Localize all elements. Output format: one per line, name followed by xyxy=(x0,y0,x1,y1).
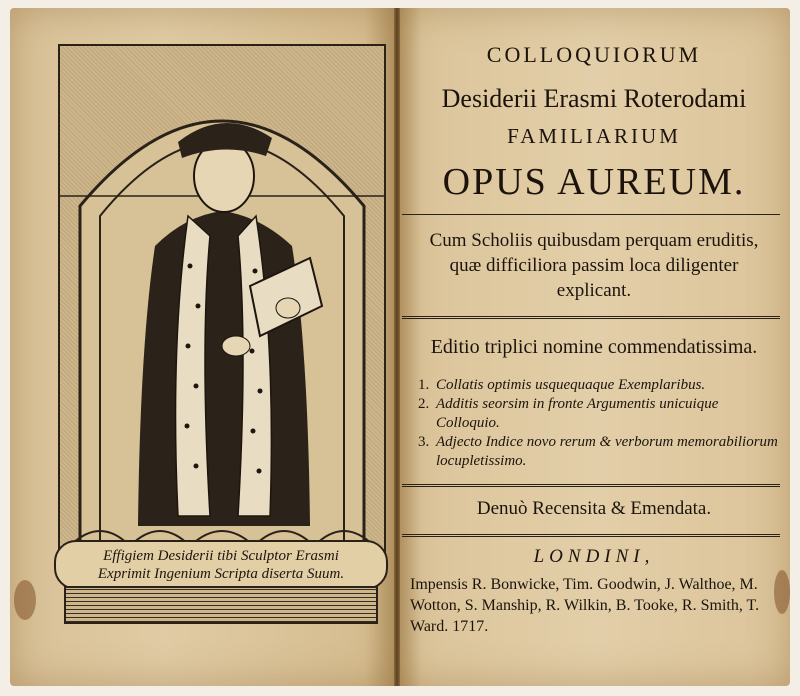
page-stain xyxy=(14,580,36,620)
portrait-caption xyxy=(54,540,388,590)
revision-statement: Denuò Recensita & Emendata. xyxy=(476,498,712,519)
list-item xyxy=(418,376,778,395)
title-line-opus-aureum: OPUS AUREUM. xyxy=(442,161,746,203)
divider-rule xyxy=(402,534,780,539)
pedestal xyxy=(64,586,378,624)
list-number: 2. xyxy=(418,396,430,412)
list-number: 3. xyxy=(418,434,430,450)
imprint: Impensis R. Bonwicke, Tim. Goodwin, J. Walthoe, M. Wotton, S. Manship, R. Wilkin, B. Tooke, R. Smith, T. Ward. 1717. xyxy=(410,576,760,635)
list-item xyxy=(418,395,778,433)
caption-line: Exprimit Ingenium Scripta diserta Suum. xyxy=(97,566,345,582)
divider-rule xyxy=(402,316,780,321)
list-item xyxy=(418,433,778,471)
list-text: Collatis optimis usquequaque Exemplaribus. xyxy=(436,377,706,393)
divider-rule xyxy=(402,484,780,489)
title-line-familiarium: FAMILIARIUM xyxy=(507,124,681,148)
divider-rule xyxy=(402,214,780,215)
place-of-publication: LONDINI, xyxy=(533,546,655,567)
title-line-author: Desiderii Erasmi Roterodami xyxy=(441,84,747,113)
subtitle: Cum Scholiis quibusdam perquam eruditis, quæ difficiliora passim loca diligenter explicant. xyxy=(429,230,759,301)
edition-features-list xyxy=(418,376,778,471)
portrait-illustration xyxy=(60,46,384,570)
title-line-colloquiorum: COLLOQUIORUM xyxy=(486,42,702,67)
portrait-engraving xyxy=(58,44,386,572)
edition-statement: Editio triplici nomine commendatissima. xyxy=(430,336,758,358)
list-text: Additis seorsim in fronte Argumentis unicuique Colloquio. xyxy=(436,396,719,431)
list-text: Adjecto Indice novo rerum & verborum memorabiliorum locupletissimo. xyxy=(436,434,778,469)
caption-line: Effigiem Desiderii tibi Sculptor Erasmi xyxy=(103,548,339,564)
list-number: 1. xyxy=(418,377,430,393)
